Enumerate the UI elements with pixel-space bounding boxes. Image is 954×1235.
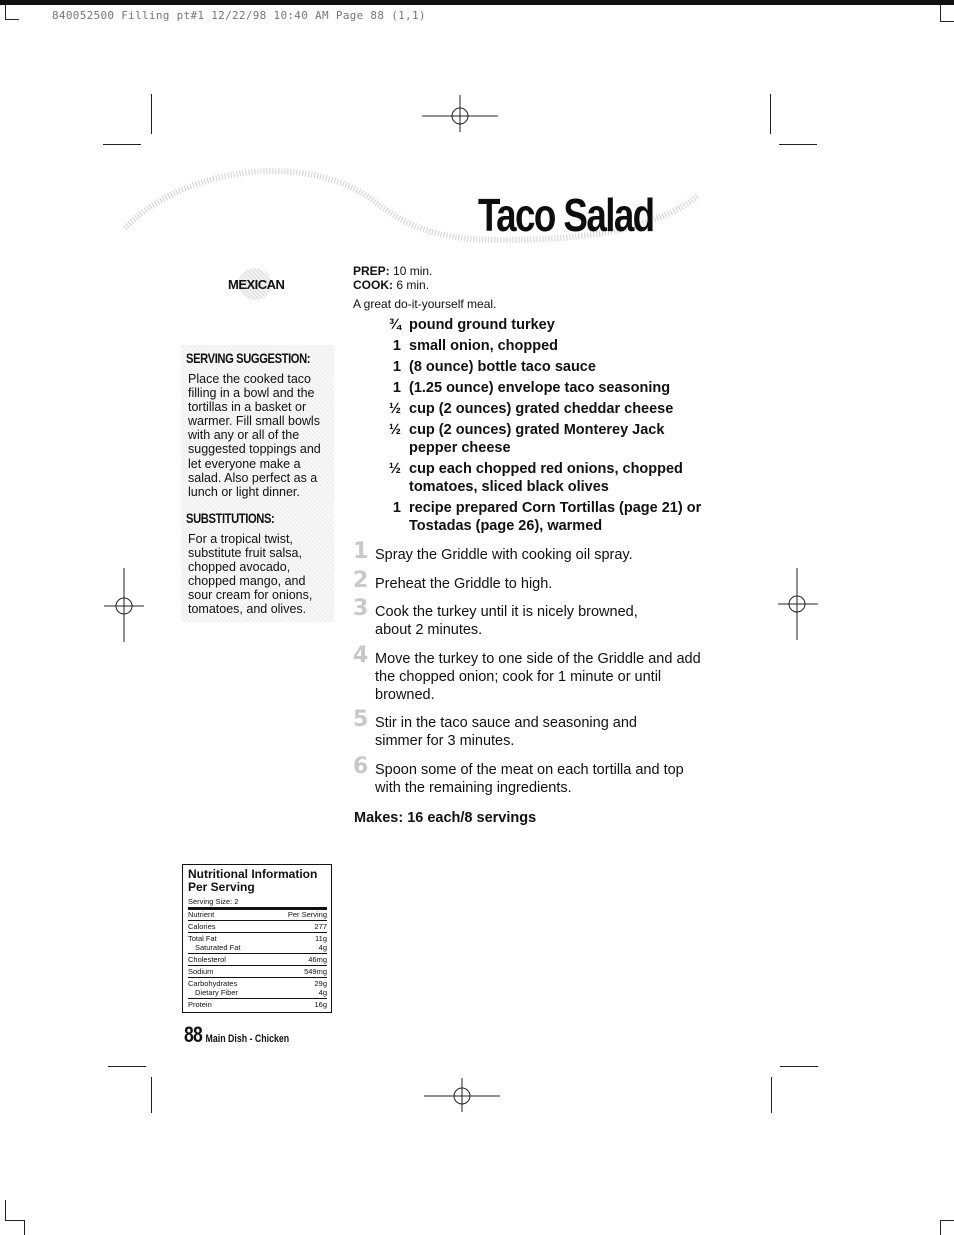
- section-name: Main Dish - Chicken: [205, 1033, 290, 1045]
- step-number: 1: [353, 539, 369, 564]
- nutrition-title: Nutritional Information Per Serving: [188, 867, 318, 894]
- substitutions-heading: SUBSTITUTIONS:: [186, 510, 275, 526]
- substitutions-text: For a tropical twist, substitute fruit salsa, chopped avocado, chopped mango, and sour cream for onions, tomatoes, and olives.: [188, 532, 313, 617]
- nutrition-table: Nutritional Information Per Serving Serving Size: 2 Nutrient Per Serving Calories 277 Total Fat 11g Saturated Fat 4g Cholesterol 46mg Sodium 549mg Carbohydrates 29g Dietary Fiber 4g Protein 16g: [182, 864, 332, 1013]
- step-number: 3: [353, 596, 369, 621]
- step-number: 4: [353, 643, 369, 668]
- serving-suggestion-text: Place the cooked taco filling in a bowl and the tortillas in a basket or warmer. Fill small bowls with any or all of the suggested toppings and let everyone make a salad. Also perfect as a lunch or light dinner.: [188, 372, 321, 499]
- step-number: 5: [353, 707, 369, 732]
- page-footer: [184, 1022, 289, 1048]
- category-label: MEXICAN: [228, 277, 285, 292]
- prep-time: PREP: 10 min.: [353, 264, 433, 278]
- serving-suggestion-heading: SERVING SUGGESTION:: [186, 350, 311, 366]
- serving-size: Serving Size: 2: [188, 897, 239, 906]
- page-number: 88: [184, 1022, 202, 1047]
- step-number: 6: [353, 754, 369, 779]
- yield: Makes: 16 each/8 servings: [354, 810, 537, 826]
- step-number: 2: [353, 568, 369, 593]
- print-slug: 840052500 Filling pt#1 12/22/98 10:40 AM Page 88 (1,1): [52, 9, 426, 22]
- cook-time: COOK: 6 min.: [353, 278, 430, 292]
- recipe-title: Taco Salad: [478, 189, 654, 241]
- recipe-intro: A great do-it-yourself meal.: [353, 297, 497, 311]
